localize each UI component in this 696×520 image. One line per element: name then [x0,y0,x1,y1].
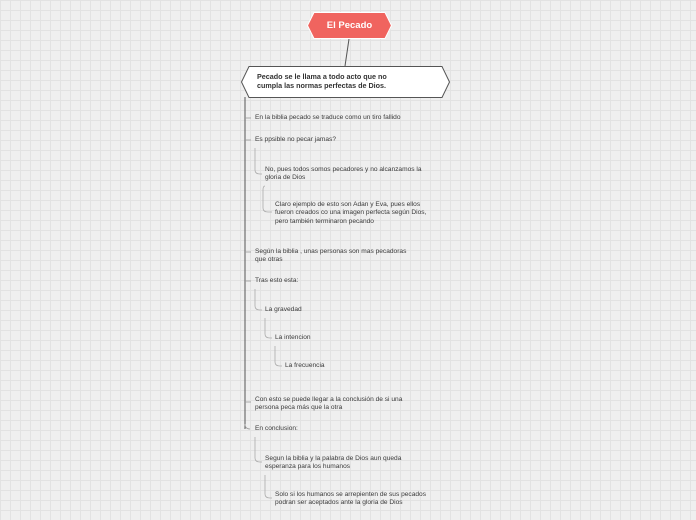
topic-posible-no-pecar[interactable] [255,136,336,144]
branch-elbow [245,424,250,429]
topic-line: esperanza para los humanos [265,463,351,471]
topic-biblia-tiro-fallido[interactable] [255,114,401,122]
topic-line: No, pues todos somos pecadores y no alcanzamos la [265,166,422,173]
root-topic[interactable] [307,12,392,39]
topic-personas-mas-pecadoras[interactable] [255,248,406,265]
topic-line: gloria de Dios [265,174,306,182]
topic-adan-y-eva[interactable] [275,201,426,226]
main-topic-text [257,73,442,90]
topic-en-conclusion[interactable] [255,425,298,433]
main-topic-line: cumpla las normas perfectas de Dios. [257,80,387,90]
main-topic[interactable] [241,66,450,98]
sub-branch [263,186,272,212]
topic-line: podran ser aceptados ante la gloria de Dios [275,499,403,507]
topic-line: La intencion [275,334,311,341]
topic-line: En la biblia pecado se traduce como un tiro fallido [255,114,401,121]
topic-line: que otras [255,256,283,264]
topic-arrepienten[interactable] [275,491,426,508]
main-topic-line: Pecado se le llama a todo acto que no [257,72,387,81]
topic-line: pero también terminaron pecando [275,217,374,225]
topic-line: Según la biblia , unas personas son mas pecadoras [255,248,407,255]
topic-line: Es ppsible no pecar jamas? [255,136,337,143]
topic-line: Tras esto esta: [255,277,299,284]
topic-line: persona peca más que la otra [255,404,343,412]
sub-branch [255,148,262,174]
topic-gravedad[interactable] [265,306,302,314]
topic-line: En conclusion: [255,425,298,432]
topic-line: Segun la biblia y la palabra de Dios aun queda [265,455,402,462]
sub-branch [265,318,272,338]
topic-conclusion-persona[interactable] [255,396,402,413]
sub-branch [275,346,282,366]
topic-line: Solo si los humanos se arrepienten de sus pecados [275,491,427,498]
topic-line: La gravedad [265,306,302,313]
topic-line: La frecuencia [285,362,325,369]
root-title: El Pecado [326,20,373,31]
topic-intencion[interactable] [275,334,311,342]
topic-line: Claro ejemplo de esto son Adan y Eva, pues ellos [275,201,421,208]
topic-tras-esto[interactable] [255,277,298,285]
topic-line: Con esto se puede llegar a la conclusión de si una [255,396,403,403]
sub-branch [255,437,262,462]
topic-line: fueron creados co una imagen perfecta según Dios, [275,209,427,217]
sub-branch [255,289,262,310]
topic-todos-pecadores[interactable] [265,166,422,183]
topic-esperanza[interactable] [265,455,401,472]
sub-branch [265,475,272,498]
root-connector [345,39,349,66]
topic-frecuencia[interactable] [285,362,325,370]
